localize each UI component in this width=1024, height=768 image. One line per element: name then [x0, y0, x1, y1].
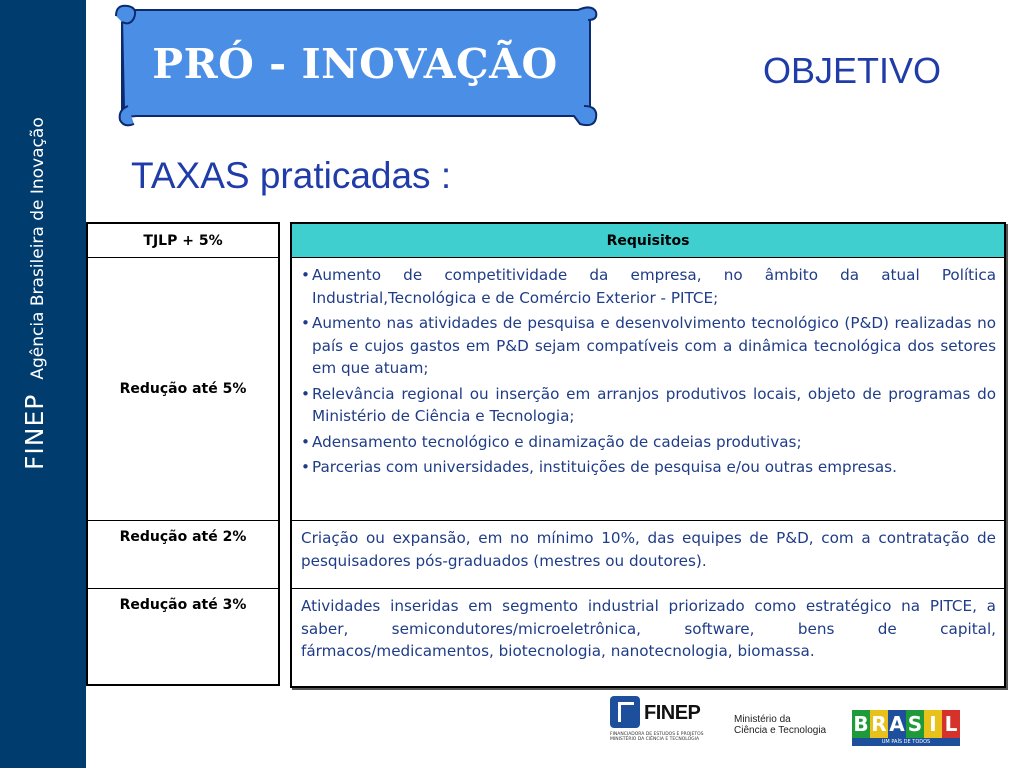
page-title: PRÓ - INOVAÇÃO — [152, 40, 558, 88]
bullet-icon: • — [301, 458, 310, 476]
section-subtitle: TAXAS praticadas : — [131, 155, 452, 196]
finep-mark-icon — [610, 696, 640, 728]
sidebar-brand: FINEP — [20, 393, 49, 470]
sidebar-band — [0, 0, 86, 768]
requirements-table-header: Requisitos — [292, 224, 1004, 258]
brasil-letter: B — [853, 712, 869, 736]
mct-line: Ministério da — [734, 714, 791, 725]
requirement-text: Criação ou expansão, em no mínimo 10%, das equipes de P&D, com a contratação de pesquisadores pós-graduados (mestres ou doutores). — [301, 529, 996, 570]
bullet-icon: • — [301, 384, 310, 403]
rates-row-label: Redução até 2% — [119, 529, 247, 545]
brasil-letter: L — [942, 710, 960, 738]
rates-row-label: Redução até 3% — [119, 597, 247, 613]
requirement-item — [301, 456, 996, 479]
rates-table — [86, 222, 280, 686]
requirement-text: Adensamento tecnológico e dinamização de cadeias produtivas; — [312, 432, 802, 451]
requirements-table — [290, 222, 1006, 688]
bullet-icon: • — [301, 266, 310, 284]
requirement-text: Relevância regional ou inserção em arranjos produtivos locais, objeto de programas do Ministério de Ciência e Tecnologia; — [312, 384, 996, 425]
brasil-letter: I — [924, 710, 942, 738]
requirement-text: Aumento de competitividade da empresa, no âmbito da atual Política Industrial,Tecnológica e de Comércio Exterior - PITCE; — [312, 266, 996, 307]
brasil-logo — [852, 710, 960, 746]
bullet-icon: • — [301, 314, 310, 332]
sidebar-brand-block — [20, 30, 49, 470]
rates-table-header: TJLP + 5% — [88, 224, 278, 258]
sidebar-tagline: Agência Brasileira de Inovação — [28, 117, 48, 380]
brasil-logo-word — [852, 710, 960, 738]
requirements-row — [292, 258, 1004, 521]
rates-row-label: Redução até 5% — [119, 381, 247, 397]
brasil-letter: A — [889, 712, 905, 736]
requirement-item — [301, 264, 996, 309]
brasil-letter: R — [871, 712, 887, 736]
bullet-icon: • — [301, 432, 310, 451]
finep-logo-word: FINEP — [644, 702, 701, 724]
requirements-row — [292, 521, 1004, 589]
brasil-letter: S — [907, 712, 923, 736]
objective-heading: OBJETIVO — [763, 50, 942, 91]
requirement-text: Parcerias com universidades, instituições de pesquisa e/ou outras empresas. — [312, 458, 897, 476]
requirement-text: Atividades inseridas em segmento industrial priorizado como estratégico na PITCE, a saber, semicondutores/microeletrônica, software, bens de capital, fármacos/medicamentos, biotecnologia, nanotecnologia, biomassa. — [301, 597, 996, 660]
requirements-row — [292, 589, 1004, 687]
requirement-item — [301, 312, 996, 380]
mct-line: Ciência e Tecnologia — [734, 725, 827, 736]
rates-row — [88, 258, 278, 521]
rates-row — [88, 589, 278, 685]
brasil-tagline: UM PAÍS DE TODOS — [852, 738, 960, 746]
requirement-text: Aumento nas atividades de pesquisa e desenvolvimento tecnológico (P&D) realizadas no país e cujos gastos em P&D sejam compatíveis com a dinâmica tecnológica dos setores em que atuam; — [312, 314, 996, 377]
mct-logo — [734, 714, 826, 736]
title-scroll — [108, 2, 602, 130]
requirement-item — [301, 431, 996, 454]
finep-logo-caption: FINANCIADORA DE ESTUDOS E PROJETOS MINISTÉRIO DA CIÊNCIA E TECNOLOGIA — [610, 732, 704, 742]
footer-logos — [600, 690, 1024, 768]
rates-row — [88, 521, 278, 589]
finep-logo — [610, 696, 716, 750]
requirement-item — [301, 383, 996, 428]
